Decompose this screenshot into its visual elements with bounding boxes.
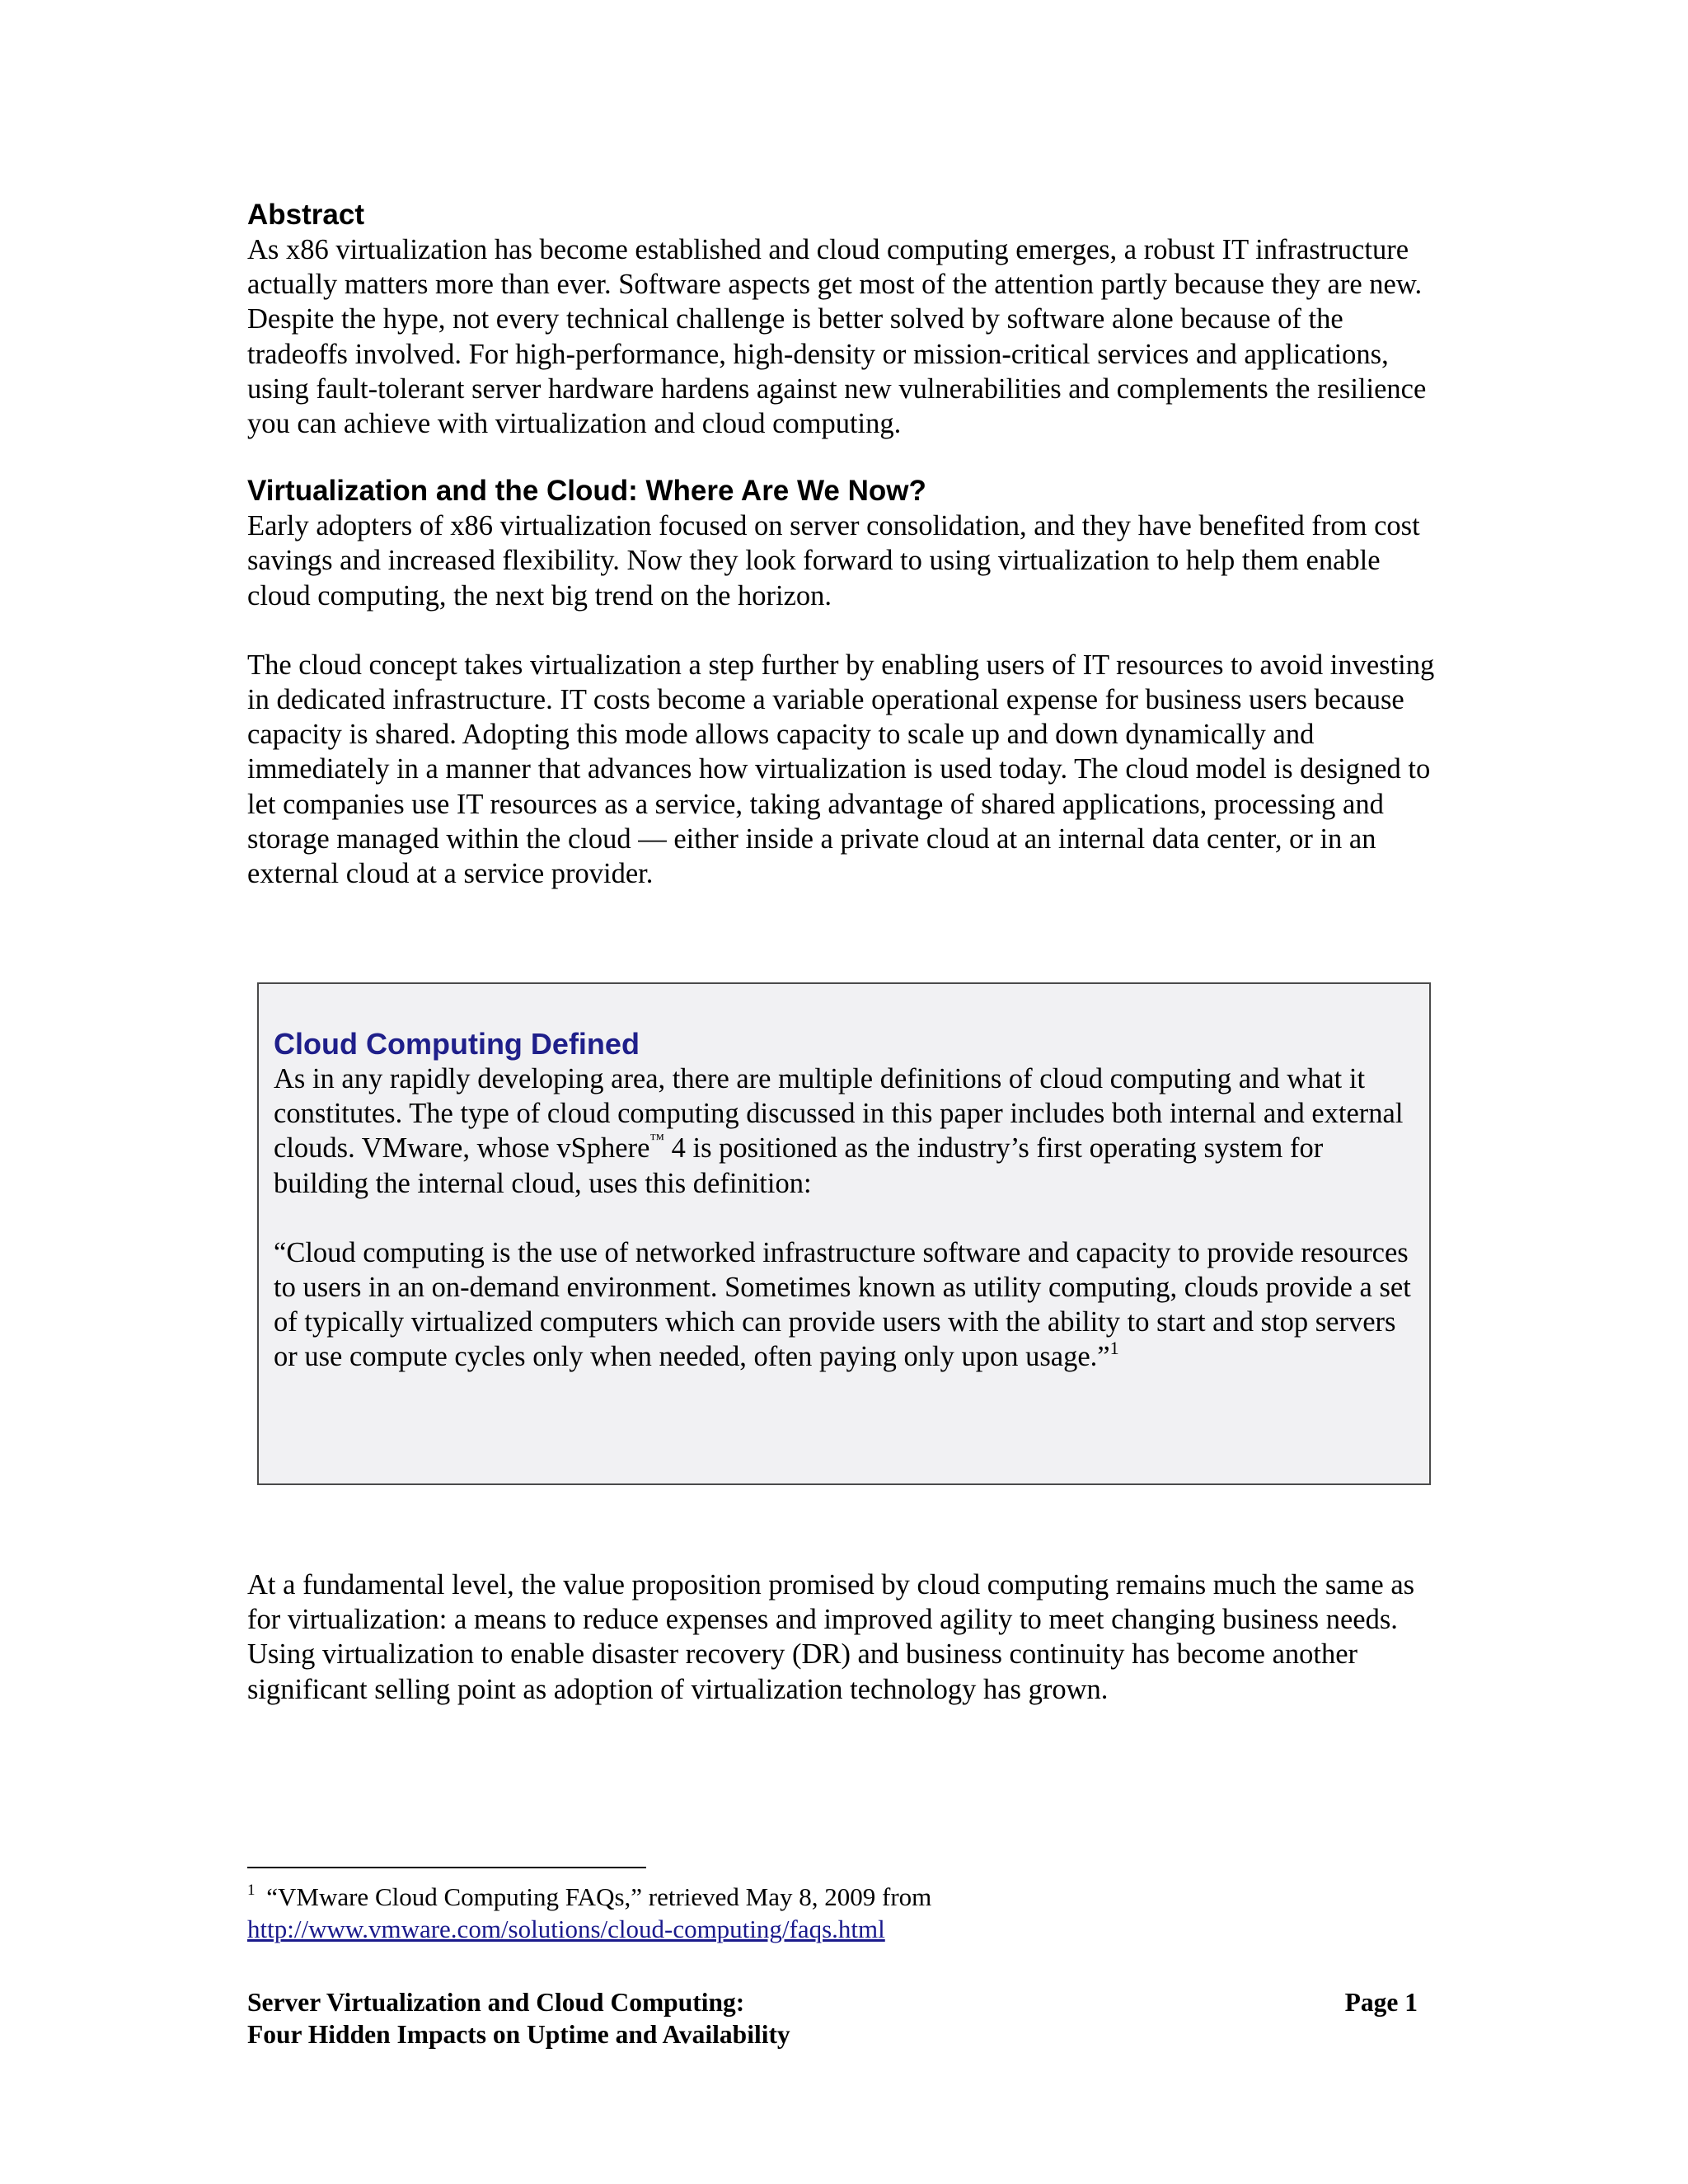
abstract-heading: Abstract: [247, 199, 364, 231]
main-content: [247, 198, 1442, 891]
footnote-number: 1: [247, 1882, 256, 1899]
definition-quote: [274, 1235, 1419, 1375]
definition-title: Cloud Computing Defined: [274, 1027, 640, 1061]
footnote-reference[interactable]: 1: [1109, 1338, 1119, 1359]
footnote-divider: [247, 1867, 646, 1868]
definition-callout-box: [257, 982, 1431, 1485]
page-footer: [247, 1986, 1418, 2050]
footnote-link[interactable]: http://www.vmware.com/solutions/cloud-computing/faqs.html: [247, 1915, 885, 1943]
trademark-mark: ™: [649, 1131, 665, 1148]
footnote: [247, 1881, 1442, 1945]
section-heading: Virtualization and the Cloud: Where Are We Now?: [247, 475, 926, 508]
footnote-text: “VMware Cloud Computing FAQs,” retrieved May 8, 2009 from: [260, 1882, 932, 1911]
definition-intro: [274, 1062, 1419, 1201]
definition-callout-content: [274, 1027, 1419, 1375]
definition-quote-text: “Cloud computing is the use of networked infrastructure software and capacity to provide resources to users in an on-demand environment. Sometimes known as utility computing, clouds provide a set of typically virtualized computers which can provide users with the ability to start and stop servers or use compute cycles only when needed, often paying only upon usage.”: [274, 1236, 1411, 1373]
footer-title: [247, 1986, 790, 2050]
page-number: Page 1: [1344, 1988, 1418, 2017]
footnote-line: [247, 1881, 1442, 1913]
footer-title-line-2: Four Hidden Impacts on Uptime and Availability: [247, 2020, 790, 2049]
section-paragraph-2: The cloud concept takes virtualization a step further by enabling users of IT resources to avoid investing in dedicated infrastructure. IT costs become a variable operational expense for business users because capacity is shared. Adopting this mode allows capacity to scale up and down dynamically and immediately in a manner that advances how virtualization is used today. The cloud model is designed to let companies use IT resources as a service, taking advantage of shared applications, processing and storage managed within the cloud — either inside a private cloud at an internal data center, or in an external cloud at a service provider.: [247, 649, 1435, 890]
footer-title-line-1: Server Virtualization and Cloud Computing:: [247, 1988, 745, 2017]
section-paragraph-1: Early adopters of x86 virtualization focused on server consolidation, and they have benefited from cost savings and increased flexibility. Now they look forward to using virtualization to help them enable cloud computing, the next big trend on the horizon.: [247, 510, 1420, 612]
closing-paragraph: At a fundamental level, the value proposition promised by cloud computing remains much the same as for virtualization: a means to reduce expenses and improved agility to meet changing business needs. Using virtualization to enable disaster recovery (DR) and business continuity has become another significant selling point as adoption of virtualization technology has grown.: [247, 1569, 1415, 1705]
closing-section: [247, 1568, 1442, 1707]
definition-intro-end: 4 is positioned as the industry’s first operating system for building the internal cloud, uses this definition:: [274, 1132, 1324, 1199]
definition-intro-start: As in any rapidly developing area, there are multiple definitions of cloud computing and what it constitutes. The type of cloud computing discussed in this paper includes both internal and external clouds. VMware, whose vSphere: [274, 1063, 1404, 1165]
abstract-body: As x86 virtualization has become established and cloud computing emerges, a robust IT infrastructure actually matters more than ever. Software aspects get most of the attention partly because they are new. Despite the hype, not every technical challenge is better solved by software alone because of the tradeoffs involved. For high-performance, high-density or mission-critical services and applications, using fault-tolerant server hardware hardens against new vulnerabilities and complements the resilience you can achieve with virtualization and cloud computing.: [247, 234, 1427, 440]
